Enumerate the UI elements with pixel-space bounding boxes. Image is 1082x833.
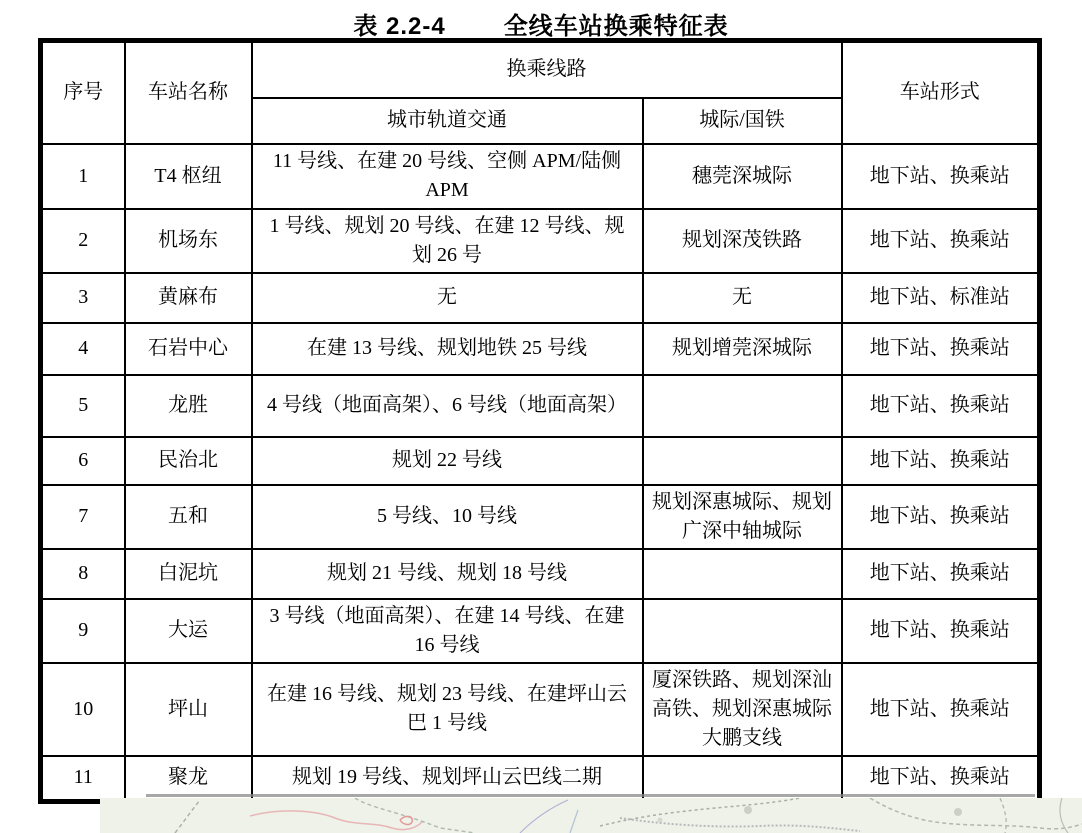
cell-intercity: 无 (643, 273, 842, 323)
header-row-top (41, 41, 1040, 98)
cell-form: 地下站、换乘站 (842, 437, 1040, 485)
cell-urban: 1 号线、规划 20 号线、在建 12 号线、规划 26 号 (252, 209, 643, 273)
cell-form: 地下站、换乘站 (842, 663, 1040, 756)
header-transfer-lines: 换乘线路 (252, 41, 842, 98)
cell-urban: 3 号线（地面高架）、在建 14 号线、在建 16 号线 (252, 599, 643, 663)
header-station-name: 车站名称 (125, 41, 252, 144)
cell-form: 地下站、标准站 (842, 273, 1040, 323)
cell-station: 五和 (125, 485, 252, 549)
cell-form: 地下站、换乘站 (842, 375, 1040, 437)
cell-intercity (643, 549, 842, 599)
header-intercity-rail: 城际/国铁 (643, 98, 842, 144)
cell-intercity (643, 599, 842, 663)
cell-station: 黄麻布 (125, 273, 252, 323)
cell-station: 坪山 (125, 663, 252, 756)
cell-urban: 规划 19 号线、规划坪山云巴线二期 (252, 756, 643, 802)
cell-station: T4 枢纽 (125, 144, 252, 209)
cell-urban: 在建 13 号线、规划地铁 25 号线 (252, 323, 643, 375)
cell-index: 1 (41, 144, 125, 209)
header-index: 序号 (41, 41, 125, 144)
header-station-form: 车站形式 (842, 41, 1040, 144)
cell-urban: 在建 16 号线、规划 23 号线、在建坪山云巴 1 号线 (252, 663, 643, 756)
table-row (41, 209, 1040, 273)
cell-index: 9 (41, 599, 125, 663)
cell-index: 10 (41, 663, 125, 756)
map-fragment-graphic (100, 798, 1082, 833)
cell-form: 地下站、换乘站 (842, 485, 1040, 549)
cell-index: 11 (41, 756, 125, 802)
table-row (41, 437, 1040, 485)
cell-index: 2 (41, 209, 125, 273)
cell-urban: 无 (252, 273, 643, 323)
table-caption-title: 全线车站换乘特征表 (503, 13, 729, 40)
table-caption (0, 6, 1082, 41)
cell-station: 民治北 (125, 437, 252, 485)
cell-intercity: 规划深茂铁路 (643, 209, 842, 273)
cell-form: 地下站、换乘站 (842, 599, 1040, 663)
table-row (41, 144, 1040, 209)
cell-intercity: 穗莞深城际 (643, 144, 842, 209)
cell-intercity: 规划深惠城际、规划广深中轴城际 (643, 485, 842, 549)
cell-urban: 11 号线、在建 20 号线、空侧 APM/陆侧 APM (252, 144, 643, 209)
cell-form: 地下站、换乘站 (842, 756, 1040, 802)
cell-index: 3 (41, 273, 125, 323)
cell-intercity (643, 375, 842, 437)
cell-urban: 5 号线、10 号线 (252, 485, 643, 549)
cell-intercity (643, 437, 842, 485)
cell-index: 6 (41, 437, 125, 485)
table-bottom-shadow (146, 794, 1035, 797)
cell-urban: 4 号线（地面高架）、6 号线（地面高架） (252, 375, 643, 437)
table-caption-number: 表 2.2-4 (353, 13, 446, 40)
station-transfer-table (38, 38, 1042, 804)
table-row (41, 273, 1040, 323)
header-urban-rail: 城市轨道交通 (252, 98, 643, 144)
cell-form: 地下站、换乘站 (842, 209, 1040, 273)
cell-station: 机场东 (125, 209, 252, 273)
cell-station: 龙胜 (125, 375, 252, 437)
map-fragment (100, 798, 1082, 833)
cell-station: 聚龙 (125, 756, 252, 802)
cell-intercity: 规划增莞深城际 (643, 323, 842, 375)
cell-station: 大运 (125, 599, 252, 663)
cell-form: 地下站、换乘站 (842, 323, 1040, 375)
cell-index: 8 (41, 549, 125, 599)
table-row (41, 549, 1040, 599)
cell-urban: 规划 22 号线 (252, 437, 643, 485)
cell-station: 石岩中心 (125, 323, 252, 375)
table-row (41, 375, 1040, 437)
cell-station: 白泥坑 (125, 549, 252, 599)
table-row (41, 485, 1040, 549)
cell-index: 7 (41, 485, 125, 549)
cell-form: 地下站、换乘站 (842, 549, 1040, 599)
cell-intercity: 厦深铁路、规划深汕高铁、规划深惠城际大鹏支线 (643, 663, 842, 756)
cell-form: 地下站、换乘站 (842, 144, 1040, 209)
cell-index: 4 (41, 323, 125, 375)
table-row (41, 663, 1040, 756)
cell-urban: 规划 21 号线、规划 18 号线 (252, 549, 643, 599)
table-row (41, 323, 1040, 375)
cell-index: 5 (41, 375, 125, 437)
table-row (41, 599, 1040, 663)
